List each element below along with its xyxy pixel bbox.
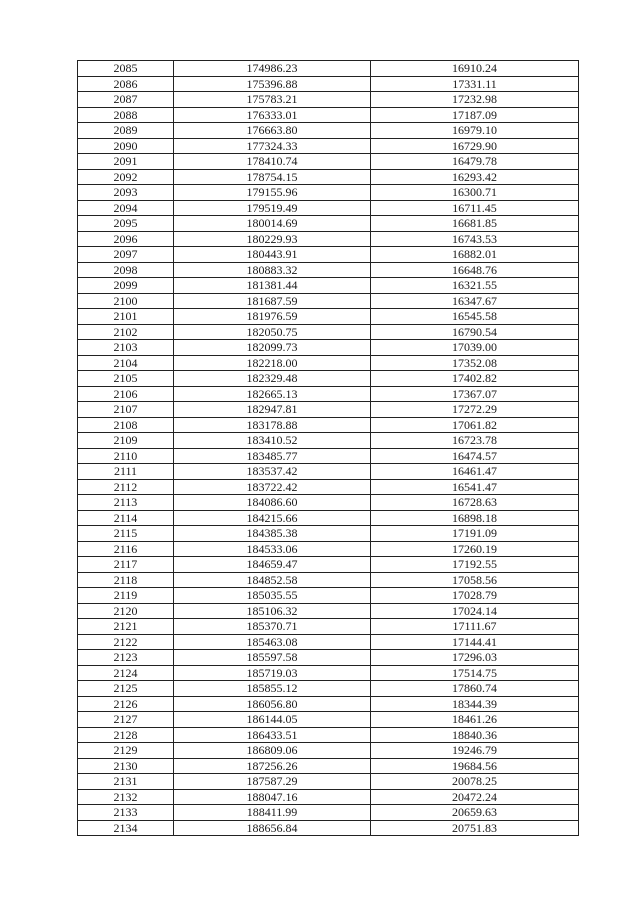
table-row	[78, 510, 579, 526]
value-b-cell: 16979.10	[371, 123, 579, 139]
value-a-cell: 186056.80	[174, 696, 371, 712]
table-row	[78, 247, 579, 263]
year-cell: 2100	[78, 293, 174, 309]
table-row	[78, 216, 579, 232]
table-row	[78, 61, 579, 77]
table-row	[78, 727, 579, 743]
value-a-cell: 183722.42	[174, 479, 371, 495]
value-b-cell: 18461.26	[371, 712, 579, 728]
table-row	[78, 355, 579, 371]
value-a-cell: 186433.51	[174, 727, 371, 743]
value-a-cell: 187587.29	[174, 774, 371, 790]
table-row	[78, 681, 579, 697]
year-cell: 2111	[78, 464, 174, 480]
table-body	[78, 61, 579, 836]
value-a-cell: 181687.59	[174, 293, 371, 309]
table-row	[78, 479, 579, 495]
year-cell: 2128	[78, 727, 174, 743]
value-b-cell: 20751.83	[371, 820, 579, 836]
value-a-cell: 179519.49	[174, 200, 371, 216]
year-cell: 2114	[78, 510, 174, 526]
value-a-cell: 184385.38	[174, 526, 371, 542]
year-cell: 2099	[78, 278, 174, 294]
value-b-cell: 17192.55	[371, 557, 579, 573]
value-a-cell: 176333.01	[174, 107, 371, 123]
year-cell: 2115	[78, 526, 174, 542]
year-cell: 2124	[78, 665, 174, 681]
table-row	[78, 541, 579, 557]
value-b-cell: 17296.03	[371, 650, 579, 666]
year-cell: 2093	[78, 185, 174, 201]
value-a-cell: 183485.77	[174, 448, 371, 464]
value-a-cell: 179155.96	[174, 185, 371, 201]
value-a-cell: 182665.13	[174, 386, 371, 402]
value-b-cell: 16293.42	[371, 169, 579, 185]
year-cell: 2125	[78, 681, 174, 697]
year-cell: 2126	[78, 696, 174, 712]
value-b-cell: 17352.08	[371, 355, 579, 371]
value-b-cell: 17058.56	[371, 572, 579, 588]
value-b-cell: 16681.85	[371, 216, 579, 232]
value-b-cell: 20659.63	[371, 805, 579, 821]
year-cell: 2086	[78, 76, 174, 92]
table-row	[78, 123, 579, 139]
value-a-cell: 175783.21	[174, 92, 371, 108]
year-cell: 2120	[78, 603, 174, 619]
value-b-cell: 19684.56	[371, 758, 579, 774]
year-cell: 2089	[78, 123, 174, 139]
table-row	[78, 820, 579, 836]
table-row	[78, 386, 579, 402]
table-row	[78, 340, 579, 356]
value-b-cell: 17039.00	[371, 340, 579, 356]
value-b-cell: 20472.24	[371, 789, 579, 805]
value-a-cell: 176663.80	[174, 123, 371, 139]
value-b-cell: 17061.82	[371, 417, 579, 433]
year-cell: 2104	[78, 355, 174, 371]
table-row	[78, 324, 579, 340]
value-a-cell: 180443.91	[174, 247, 371, 263]
value-b-cell: 16461.47	[371, 464, 579, 480]
value-b-cell: 18840.36	[371, 727, 579, 743]
value-a-cell: 183178.88	[174, 417, 371, 433]
year-cell: 2123	[78, 650, 174, 666]
table-row	[78, 805, 579, 821]
value-a-cell: 174986.23	[174, 61, 371, 77]
value-a-cell: 186144.05	[174, 712, 371, 728]
year-cell: 2098	[78, 262, 174, 278]
year-cell: 2133	[78, 805, 174, 821]
table-row	[78, 743, 579, 759]
data-table	[77, 60, 579, 836]
year-cell: 2107	[78, 402, 174, 418]
value-a-cell: 182050.75	[174, 324, 371, 340]
table-row	[78, 758, 579, 774]
table-row	[78, 650, 579, 666]
table-row	[78, 603, 579, 619]
year-cell: 2095	[78, 216, 174, 232]
value-b-cell: 16723.78	[371, 433, 579, 449]
year-cell: 2121	[78, 619, 174, 635]
value-b-cell: 16648.76	[371, 262, 579, 278]
value-b-cell: 17402.82	[371, 371, 579, 387]
value-a-cell: 178754.15	[174, 169, 371, 185]
value-a-cell: 175396.88	[174, 76, 371, 92]
table-row	[78, 417, 579, 433]
year-cell: 2122	[78, 634, 174, 650]
value-b-cell: 16882.01	[371, 247, 579, 263]
table-row	[78, 185, 579, 201]
value-a-cell: 184659.47	[174, 557, 371, 573]
year-cell: 2105	[78, 371, 174, 387]
value-a-cell: 178410.74	[174, 154, 371, 170]
value-b-cell: 17024.14	[371, 603, 579, 619]
value-b-cell: 17028.79	[371, 588, 579, 604]
value-b-cell: 16321.55	[371, 278, 579, 294]
value-a-cell: 185719.03	[174, 665, 371, 681]
value-a-cell: 185597.58	[174, 650, 371, 666]
value-b-cell: 18344.39	[371, 696, 579, 712]
value-a-cell: 182947.81	[174, 402, 371, 418]
value-a-cell: 184533.06	[174, 541, 371, 557]
value-b-cell: 17272.29	[371, 402, 579, 418]
value-b-cell: 16790.54	[371, 324, 579, 340]
table-row	[78, 572, 579, 588]
year-cell: 2096	[78, 231, 174, 247]
value-b-cell: 16300.71	[371, 185, 579, 201]
value-b-cell: 16729.90	[371, 138, 579, 154]
table-row	[78, 774, 579, 790]
value-b-cell: 17331.11	[371, 76, 579, 92]
year-cell: 2112	[78, 479, 174, 495]
year-cell: 2101	[78, 309, 174, 325]
year-cell: 2087	[78, 92, 174, 108]
table-row	[78, 107, 579, 123]
year-cell: 2134	[78, 820, 174, 836]
value-a-cell: 182329.48	[174, 371, 371, 387]
value-a-cell: 185035.55	[174, 588, 371, 604]
value-a-cell: 181976.59	[174, 309, 371, 325]
value-b-cell: 17144.41	[371, 634, 579, 650]
year-cell: 2092	[78, 169, 174, 185]
table-row	[78, 495, 579, 511]
table-row	[78, 789, 579, 805]
value-b-cell: 16474.57	[371, 448, 579, 464]
table-row	[78, 402, 579, 418]
year-cell: 2127	[78, 712, 174, 728]
value-a-cell: 185463.08	[174, 634, 371, 650]
value-b-cell: 16347.67	[371, 293, 579, 309]
value-b-cell: 16898.18	[371, 510, 579, 526]
value-a-cell: 188656.84	[174, 820, 371, 836]
year-cell: 2117	[78, 557, 174, 573]
year-cell: 2097	[78, 247, 174, 263]
value-a-cell: 182218.00	[174, 355, 371, 371]
value-b-cell: 16541.47	[371, 479, 579, 495]
year-cell: 2103	[78, 340, 174, 356]
value-a-cell: 180229.93	[174, 231, 371, 247]
table-row	[78, 200, 579, 216]
value-b-cell: 16728.63	[371, 495, 579, 511]
value-b-cell: 17367.07	[371, 386, 579, 402]
table-row	[78, 696, 579, 712]
value-b-cell: 17111.67	[371, 619, 579, 635]
value-a-cell: 185106.32	[174, 603, 371, 619]
table-row	[78, 154, 579, 170]
value-a-cell: 185370.71	[174, 619, 371, 635]
value-a-cell: 188047.16	[174, 789, 371, 805]
value-b-cell: 16743.53	[371, 231, 579, 247]
table-row	[78, 231, 579, 247]
year-cell: 2090	[78, 138, 174, 154]
value-b-cell: 17232.98	[371, 92, 579, 108]
value-a-cell: 181381.44	[174, 278, 371, 294]
year-cell: 2106	[78, 386, 174, 402]
year-cell: 2130	[78, 758, 174, 774]
year-cell: 2131	[78, 774, 174, 790]
value-a-cell: 184852.58	[174, 572, 371, 588]
year-cell: 2119	[78, 588, 174, 604]
year-cell: 2091	[78, 154, 174, 170]
year-cell: 2110	[78, 448, 174, 464]
value-a-cell: 183410.52	[174, 433, 371, 449]
value-a-cell: 180014.69	[174, 216, 371, 232]
year-cell: 2109	[78, 433, 174, 449]
value-b-cell: 16479.78	[371, 154, 579, 170]
table-row	[78, 619, 579, 635]
value-b-cell: 17860.74	[371, 681, 579, 697]
table-row	[78, 309, 579, 325]
year-cell: 2116	[78, 541, 174, 557]
value-b-cell: 20078.25	[371, 774, 579, 790]
value-b-cell: 16711.45	[371, 200, 579, 216]
value-a-cell: 184215.66	[174, 510, 371, 526]
table-row	[78, 448, 579, 464]
value-a-cell: 182099.73	[174, 340, 371, 356]
table-row	[78, 433, 579, 449]
year-cell: 2129	[78, 743, 174, 759]
value-a-cell: 180883.32	[174, 262, 371, 278]
table-row	[78, 262, 579, 278]
value-b-cell: 16910.24	[371, 61, 579, 77]
year-cell: 2085	[78, 61, 174, 77]
year-cell: 2132	[78, 789, 174, 805]
value-a-cell: 185855.12	[174, 681, 371, 697]
table-row	[78, 712, 579, 728]
value-a-cell: 188411.99	[174, 805, 371, 821]
table-row	[78, 588, 579, 604]
value-a-cell: 186809.06	[174, 743, 371, 759]
value-b-cell: 17514.75	[371, 665, 579, 681]
value-a-cell: 187256.26	[174, 758, 371, 774]
table-row	[78, 526, 579, 542]
table-row	[78, 557, 579, 573]
value-b-cell: 17191.09	[371, 526, 579, 542]
year-cell: 2094	[78, 200, 174, 216]
table-row	[78, 293, 579, 309]
value-a-cell: 184086.60	[174, 495, 371, 511]
table-row	[78, 634, 579, 650]
year-cell: 2113	[78, 495, 174, 511]
year-cell: 2118	[78, 572, 174, 588]
table-row	[78, 92, 579, 108]
year-cell: 2108	[78, 417, 174, 433]
value-b-cell: 17260.19	[371, 541, 579, 557]
table-row	[78, 278, 579, 294]
year-cell: 2102	[78, 324, 174, 340]
value-a-cell: 183537.42	[174, 464, 371, 480]
table-row	[78, 665, 579, 681]
value-a-cell: 177324.33	[174, 138, 371, 154]
value-b-cell: 19246.79	[371, 743, 579, 759]
table-row	[78, 169, 579, 185]
table-row	[78, 138, 579, 154]
table-row	[78, 371, 579, 387]
year-cell: 2088	[78, 107, 174, 123]
value-b-cell: 16545.58	[371, 309, 579, 325]
value-b-cell: 17187.09	[371, 107, 579, 123]
table-row	[78, 76, 579, 92]
table-row	[78, 464, 579, 480]
